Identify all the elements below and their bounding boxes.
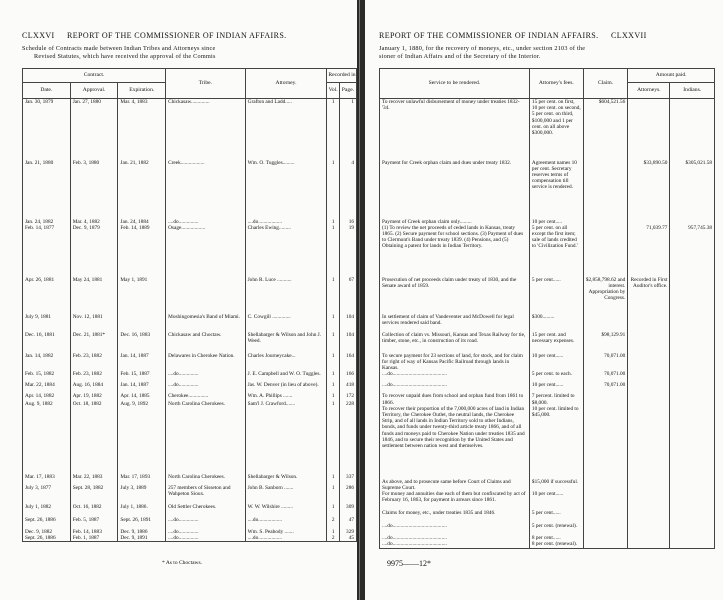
contract-vol-cell: 1 (327, 160, 339, 219)
contract-approval-cell: Mar. 4, 1882 (70, 219, 118, 225)
gutter-edge (359, 0, 360, 600)
service-row (380, 353, 715, 372)
indians-header: Indians. (670, 83, 715, 99)
service-claim-cell (583, 491, 628, 510)
service-indians-cell (670, 277, 715, 314)
contract-tribe-cell: ....do............... (166, 371, 246, 382)
contract-approval-cell: Jan. 27, 1880 (70, 99, 118, 160)
contract-date-cell: Aug. 9, 1882 (23, 401, 71, 474)
tribe-header: Tribe. (166, 69, 246, 99)
service-attorneys-cell: $33,890.50 (628, 160, 670, 219)
contract-page-cell: 172 (339, 393, 356, 401)
contract-page-cell: 104 (339, 332, 356, 353)
service-fees-cell: 10 per cent..... (529, 219, 583, 225)
contract-attorney-cell: Shellabarger & Wilson. (245, 474, 327, 485)
contract-vol-cell: 1 (327, 485, 339, 504)
contract-tribe-cell: Chickasaw and Choctaw. (166, 332, 246, 353)
contract-attorney-cell: ....do.................. (245, 219, 327, 225)
service-claim-cell (583, 510, 628, 523)
contract-expiration-cell: July 3, 1889 (118, 485, 166, 504)
service-row (380, 523, 715, 535)
service-service-cell: To recover their proportion of the 7,000,000 acres of land in Indian Territory, the Cherokee Outlet, the neutral lands, the Cherokee Strip, and of all lands in Indian Territory sold to other Indians, bonds, and funds under twenty-third article treaty 1866, and of all funds and moneys paid to Cherokee Nation under treaties 1835 and 1846, and to secure their recognition by the United States and settlement between nation west and themselves. (380, 406, 530, 479)
service-indians-cell (670, 371, 715, 382)
contract-approval-cell: Feb. 1, 1887 (70, 535, 118, 542)
contract-vol-cell: 2 (327, 517, 339, 529)
contract-vol-cell: 1 (327, 277, 339, 314)
service-claim-cell (583, 314, 628, 332)
service-fees-cell: 5 per cent. on all except the first item; sale of lands credited to 'Civilization Fund.' (529, 225, 583, 277)
service-service-cell: (1) To review the net proceeds of ceded lands in Kansas, treaty 1865. (2) Secure payment for school sections. (3) Payment of dues to Clermont's Band under treaty 1839. (4) Pensions, and (5) Obtaining a patent for lands in Indian Territory. (380, 225, 530, 277)
amount-paid-header: Amount paid. (628, 69, 715, 83)
contract-page-cell: 329 (339, 529, 356, 535)
service-indians-cell (670, 479, 715, 491)
service-attorneys-cell (628, 541, 670, 548)
service-row (380, 491, 715, 510)
contract-row (23, 353, 357, 371)
service-service-cell: Collection of claim vs. Missouri, Kansas and Texas Railway for tie, timber, stone, etc., in construction of its road. (380, 332, 530, 353)
service-attorneys-cell: 71,039.77 (628, 225, 670, 277)
service-claim-cell: $2,858,798.62 and interest. Appropriation by Congress. (583, 277, 628, 314)
services-table-body (380, 99, 715, 549)
contract-page-cell: 16 (339, 219, 356, 225)
contract-date-cell: Jan. 24, 1882 (23, 219, 71, 225)
service-row (380, 277, 715, 314)
contract-vol-cell: 1 (327, 393, 339, 401)
contract-date-cell: July 1, 1882 (23, 504, 71, 517)
contract-page-cell: 47 (339, 517, 356, 529)
contract-vol-cell: 1 (327, 314, 339, 332)
contract-tribe-cell: ....do............... (166, 219, 246, 225)
claim-header: Claim. (583, 69, 628, 99)
contract-attorney-cell: Charles Journeycake... (245, 353, 327, 371)
contract-tribe-cell: ....do............... (166, 529, 246, 535)
contract-approval-cell: Feb. 23, 1882 (70, 353, 118, 371)
service-fees-cell: 5 per cent...... (529, 277, 583, 314)
vol-header: Vol. (327, 83, 339, 99)
contract-page-cell: 164 (339, 353, 356, 371)
contract-approval-cell: Dec. 21, 1881* (70, 332, 118, 353)
contract-date-cell: Sept. 26, 1886 (23, 535, 71, 542)
service-claim-cell (583, 160, 628, 219)
service-service-cell: Payment of Creek orphan claim only......... (380, 219, 530, 225)
contract-vol-cell: 1 (327, 529, 339, 535)
service-claim-cell: 70,071.00 (583, 353, 628, 372)
contract-page-cell: 166 (339, 371, 356, 382)
service-attorneys-cell (628, 491, 670, 510)
contract-tribe-cell: ....do............... (166, 382, 246, 393)
contract-tribe-cell: Old Settler Cherokees. (166, 504, 246, 517)
service-service-cell: ....do......................................... (380, 541, 530, 548)
service-fees-cell: 8 per cent...... (529, 535, 583, 541)
contract-row (23, 160, 357, 219)
service-indians-cell (670, 353, 715, 372)
contract-expiration-cell: Dec. 16, 1883 (118, 332, 166, 353)
service-fees-cell: 10 per cent...... (529, 491, 583, 510)
contract-group-header: Contract. (23, 69, 166, 83)
approval-header: Approval. (70, 83, 118, 99)
contract-date-cell: Jan. 30, 1879 (23, 99, 71, 160)
contract-approval-cell: Sept. 28, 1882 (70, 485, 118, 504)
contract-row (23, 401, 357, 474)
contract-expiration-cell: Mar. 4, 1883 (118, 99, 166, 160)
contract-page-cell: 228 (339, 401, 356, 474)
left-running-head (22, 31, 287, 40)
service-service-cell: ....do......................................... (380, 523, 530, 535)
contract-tribe-cell: North Carolina Cherokees. (166, 474, 246, 485)
contract-tribe-cell: 257 members of Sisseton and Wahpeton Sioux. (166, 485, 246, 504)
contract-approval-cell: Dec. 9, 1879 (70, 225, 118, 277)
contracts-table (22, 68, 357, 542)
contract-attorney-cell: ....do.................. (245, 517, 327, 529)
service-attorneys-cell (628, 353, 670, 372)
contract-vol-cell: 1 (327, 219, 339, 225)
contract-page-cell: 67 (339, 277, 356, 314)
contract-tribe-cell: Creek.................. (166, 160, 246, 219)
service-row (380, 371, 715, 382)
service-fees-cell: 10 per cent...... (529, 353, 583, 372)
service-attorneys-cell (628, 314, 670, 332)
service-attorneys-cell (628, 332, 670, 353)
contract-attorney-cell: Shellabarger & Wilson and John J. Weed. (245, 332, 327, 353)
contract-expiration-cell: May 1, 1891 (118, 277, 166, 314)
service-service-cell: Prosecution of net proceeds claim under treaty of 1830, and the Senate award of 1859. (380, 277, 530, 314)
service-claim-cell (583, 406, 628, 479)
date-header: Date. (23, 83, 71, 99)
contract-date-cell: Mar. 17, 1883 (23, 474, 71, 485)
contract-page-cell: 4 (339, 160, 356, 219)
footnote: * As to Choctaws. (162, 560, 203, 566)
service-row (380, 225, 715, 277)
service-row (380, 99, 715, 160)
contract-attorney-cell: W. W. Wilshire ......... (245, 504, 327, 517)
left-page (0, 0, 357, 600)
service-service-cell: ....do......................................... (380, 371, 530, 382)
contract-vol-cell: 2 (327, 535, 339, 542)
contract-attorney-cell: Wm. O. Tuggles......... (245, 160, 327, 219)
contract-page-cell: 104 (339, 314, 356, 332)
service-claim-cell: 70,071.00 (583, 371, 628, 382)
contract-page-cell: 309 (339, 504, 356, 517)
contract-vol-cell: 1 (327, 504, 339, 517)
service-fees-cell: Agreement names 10 per cent. Secretary reserves terms of compensation till service is rendered. (529, 160, 583, 219)
contract-approval-cell: Feb. 3, 1880 (70, 160, 118, 219)
contract-row (23, 277, 357, 314)
contract-date-cell: Jan. 21, 1880 (23, 160, 71, 219)
service-attorneys-cell (628, 510, 670, 523)
contract-approval-cell: Feb. 5, 1887 (70, 517, 118, 529)
service-indians-cell: 957,745.38 (670, 225, 715, 277)
contract-page-cell: 19 (339, 225, 356, 277)
contract-attorney-cell: John B. Sanborn ....... (245, 485, 327, 504)
contract-vol-cell: 1 (327, 99, 339, 160)
contract-attorney-cell: Grafton and Ladd..... (245, 99, 327, 160)
service-claim-cell: $98,129.91 (583, 332, 628, 353)
service-indians-cell (670, 382, 715, 393)
service-row (380, 541, 715, 548)
contract-tribe-cell: ....do............... (166, 517, 246, 529)
contract-page-cell: 1 (339, 99, 356, 160)
contract-tribe-cell: Cherokee............... (166, 393, 246, 401)
left-running-title: REPORT OF THE COMMISSIONER OF INDIAN AFFAIRS. (67, 31, 287, 40)
contract-vol-cell: 1 (327, 401, 339, 474)
contract-vol-cell: 1 (327, 371, 339, 382)
service-fees-cell: $15,000 if successful. (529, 479, 583, 491)
contract-row (23, 225, 357, 277)
contract-row (23, 474, 357, 485)
service-fees-cell: 5 per cent. (renewal). (529, 523, 583, 535)
contract-row (23, 485, 357, 504)
contract-expiration-cell: Sept. 26, 1891 (118, 517, 166, 529)
service-service-cell: In settlement of claim of Vandeventer and McDowell for legal services rendered said band. (380, 314, 530, 332)
contract-row (23, 332, 357, 353)
contract-row (23, 99, 357, 160)
contract-date-cell: Mar. 22, 1884 (23, 382, 71, 393)
page-header: Page. (339, 83, 356, 99)
contract-row (23, 517, 357, 529)
attorney-header: Attorney. (245, 69, 327, 99)
contract-tribe-cell: Osage.................. (166, 225, 246, 277)
service-service-cell: For money and annuities due each of them but confiscated by act of February 16, 1863, for payment in arrears since 1861. (380, 491, 530, 510)
service-claim-cell (583, 479, 628, 491)
services-table (379, 68, 715, 549)
contract-row (23, 371, 357, 382)
service-fees-cell: 15 per cent. and necessary expenses. (529, 332, 583, 353)
contract-row (23, 382, 357, 393)
service-indians-cell: $305,021.58 (670, 160, 715, 219)
printer-signature: 9975——12* (387, 559, 431, 568)
contract-expiration-cell: Jan. 21, 1882 (118, 160, 166, 219)
contract-date-cell: July 3, 1877 (23, 485, 71, 504)
service-attorneys-cell (628, 393, 670, 405)
service-service-cell: ....do......................................... (380, 382, 530, 393)
service-fees-cell: 5 per cent...... (529, 510, 583, 523)
service-indians-cell (670, 523, 715, 535)
contract-expiration-cell (118, 314, 166, 332)
right-running-head (379, 31, 647, 40)
service-claim-cell (583, 523, 628, 535)
contract-date-cell: Dec. 16, 1881 (23, 332, 71, 353)
contract-expiration-cell: Mar. 17, 1893 (118, 474, 166, 485)
service-service-cell: To secure payment for 23 sections of land, for stock, and for claim for right of way of Kansas Pacific Railroad through lands in Kansas. (380, 353, 530, 372)
contract-approval-cell: Oct. 16, 1882 (70, 504, 118, 517)
contract-page-cell: 45 (339, 535, 356, 542)
service-row (380, 382, 715, 393)
fees-header: Attorney's fees. (529, 69, 583, 99)
contract-row (23, 393, 357, 401)
contract-approval-cell: Mar. 22, 1883 (70, 474, 118, 485)
contract-attorney-cell: C. Cowgill .............. (245, 314, 327, 332)
contract-row (23, 535, 357, 542)
contract-approval-cell: Aug. 16, 1884 (70, 382, 118, 393)
right-running-title: REPORT OF THE COMMISSIONER OF INDIAN AFFAIRS. (379, 31, 599, 40)
contract-attorney-cell: ....do.................. (245, 535, 327, 542)
contract-approval-cell: Oct. 18, 1882 (70, 401, 118, 474)
service-service-cell: Payment for Creek orphan claim and dues under treaty 1832. (380, 160, 530, 219)
contract-attorney-cell: Wm. A. Phillips ....... (245, 393, 327, 401)
contract-page-cell: 286 (339, 485, 356, 504)
service-fees-cell: 10 per cent. limited to $45,000. (529, 406, 583, 479)
service-row (380, 332, 715, 353)
contract-expiration-cell: Jan. 14, 1887 (118, 382, 166, 393)
contract-vol-cell: 1 (327, 225, 339, 277)
service-row (380, 406, 715, 479)
service-claim-cell: 70,071.00 (583, 382, 628, 393)
left-subtitle (22, 45, 216, 61)
contract-page-cell: 337 (339, 474, 356, 485)
contract-tribe-cell: ....do............... (166, 535, 246, 542)
contract-row (23, 314, 357, 332)
service-fees-cell: $300......... (529, 314, 583, 332)
left-page-number: CLXXVI (22, 31, 55, 40)
contract-expiration-cell: Aug. 9, 1892 (118, 401, 166, 474)
contract-expiration-cell: Dec. 9, 1886 (118, 529, 166, 535)
contract-vol-cell: 1 (327, 353, 339, 371)
contract-attorney-cell: Charles Ewing......... (245, 225, 327, 277)
service-indians-cell (670, 393, 715, 405)
contract-approval-cell: May 24, 1881 (70, 277, 118, 314)
service-attorneys-cell (628, 479, 670, 491)
contract-tribe-cell: Delawares in Cherokee Nation. (166, 353, 246, 371)
service-indians-cell (670, 541, 715, 548)
contract-expiration-cell: July 1, 1886. (118, 504, 166, 517)
contract-attorney-cell: Sam'l J. Crawford....... (245, 401, 327, 474)
service-service-cell: To recover unpaid dues from school and orphan fund from 1861 to 1866. (380, 393, 530, 405)
contract-row (23, 504, 357, 517)
attorneys-header: Attorneys. (628, 83, 670, 99)
service-indians-cell (670, 406, 715, 479)
service-claim-cell: $604,521.56 (583, 99, 628, 160)
service-attorneys-cell (628, 371, 670, 382)
right-subtitle-line-2: sioner of Indian Affairs and of the Secretary of the Interior. (379, 53, 541, 60)
contract-expiration-cell: Feb. 14, 1889 (118, 225, 166, 277)
contract-date-cell: Apr. 26, 1881 (23, 277, 71, 314)
service-attorneys-cell: Recorded in First Auditor's office. (628, 277, 670, 314)
contract-attorney-cell: John R. Luce ........... (245, 277, 327, 314)
service-indians-cell (670, 332, 715, 353)
contract-expiration-cell: Apr. 14, 1885 (118, 393, 166, 401)
service-row (380, 314, 715, 332)
recorded-header: Recorded in (327, 69, 357, 83)
expiration-header: Expiration. (118, 83, 166, 99)
service-indians-cell (670, 491, 715, 510)
contract-approval-cell: Feb. 23, 1882 (70, 371, 118, 382)
contract-expiration-cell: Feb. 15, 1887 (118, 371, 166, 382)
contract-page-cell: 418 (339, 382, 356, 393)
contract-vol-cell: 1 (327, 474, 339, 485)
service-row (380, 479, 715, 491)
service-indians-cell (670, 99, 715, 160)
contract-tribe-cell (166, 277, 246, 314)
service-service-cell: ....do......................................... (380, 535, 530, 541)
contract-approval-cell: Nov. 12, 1881 (70, 314, 118, 332)
contract-tribe-cell: Moshingomesia's Band of Miami. (166, 314, 246, 332)
service-indians-cell (670, 314, 715, 332)
service-fees-cell: 7 percent. limited to $8,000. (529, 393, 583, 405)
service-attorneys-cell (628, 523, 670, 535)
service-service-cell: As above, and to prosecute same before Court of Claims and Supreme Court. (380, 479, 530, 491)
service-row (380, 160, 715, 219)
left-subtitle-line-1: Schedule of Contracts made between Indian Tribes and Attorneys since (22, 45, 216, 52)
service-row (380, 393, 715, 405)
service-service-cell: To recover unlawful disbursement of money under treaties 1832-'34. (380, 99, 530, 160)
contract-expiration-cell: Dec. 9, 1891 (118, 535, 166, 542)
contract-approval-cell: Apr. 19, 1882 (70, 393, 118, 401)
service-attorneys-cell (628, 382, 670, 393)
right-page (365, 0, 723, 600)
service-claim-cell (583, 541, 628, 548)
service-fees-cell: 15 per cent. on first, 10 per cent. on second, 5 per cent. on third, $100,000 and 1 per cent. on all above $300,000. (529, 99, 583, 160)
service-claim-cell (583, 393, 628, 405)
contract-date-cell: Apr. 14, 1882 (23, 393, 71, 401)
contract-tribe-cell: Chickasaw.............. (166, 99, 246, 160)
right-page-number: CLXXVII (610, 31, 647, 40)
right-subtitle-line-1: January 1, 1880, for the recovery of moneys, etc., under section 2103 of the (379, 45, 586, 52)
contract-date-cell: Sept. 26, 1886 (23, 517, 71, 529)
service-attorneys-cell (628, 406, 670, 479)
contract-expiration-cell: Jan. 24, 1884 (118, 219, 166, 225)
contract-tribe-cell: North Carolina Cherokees. (166, 401, 246, 474)
contract-expiration-cell: Jan. 14, 1887 (118, 353, 166, 371)
contract-date-cell: Feb. 14, 1877 (23, 225, 71, 277)
service-fees-cell: 5 per cent. to each. (529, 371, 583, 382)
service-row (380, 510, 715, 523)
contract-date-cell: July 9, 1881 (23, 314, 71, 332)
service-fees-cell: 10 per cent...... (529, 382, 583, 393)
contract-attorney-cell: Wm. S. Peabody ....... (245, 529, 327, 535)
service-header: Service to be rendered. (380, 69, 530, 99)
service-attorneys-cell (628, 99, 670, 160)
contract-vol-cell: 1 (327, 382, 339, 393)
contract-attorney-cell: Jas. W. Denver (in lieu of above). (245, 382, 327, 393)
service-fees-cell: 8 per cent. (renewal). (529, 541, 583, 548)
contract-date-cell: Dec. 9, 1882 (23, 529, 71, 535)
service-service-cell: Claims for money, etc., under treaties 1835 and 1846. (380, 510, 530, 523)
contract-approval-cell: Feb. 14, 1883 (70, 529, 118, 535)
contract-vol-cell: 1 (327, 332, 339, 353)
right-subtitle (379, 45, 585, 61)
contract-attorney-cell: J. E. Campbell and W. O. Tuggles. (245, 371, 327, 382)
contract-date-cell: Feb. 15, 1882 (23, 371, 71, 382)
service-indians-cell (670, 510, 715, 523)
contracts-table-body (23, 99, 357, 542)
left-subtitle-line-2: Revised Statutes, which have received the approval of the Commis (34, 53, 216, 60)
service-claim-cell (583, 225, 628, 277)
contract-date-cell: Jan. 14, 1882 (23, 353, 71, 371)
